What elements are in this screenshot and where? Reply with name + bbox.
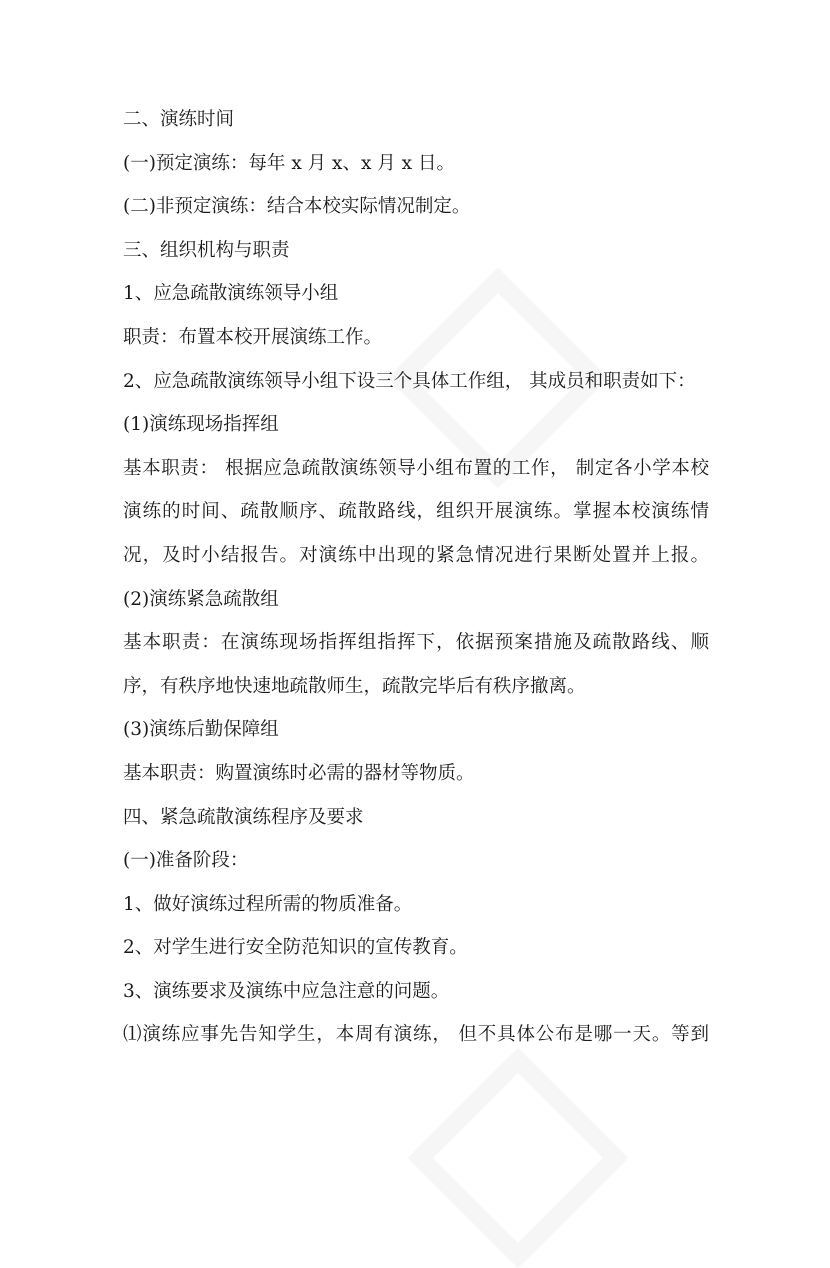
- subheading: (2)演练紧急疏散组: [123, 588, 279, 610]
- subheading: (3)演练后勤保障组: [123, 719, 279, 741]
- paragraph-line: 2、对学生进行安全防范知识的宣传教育。: [123, 937, 468, 959]
- watermark-mark: [408, 1048, 629, 1268]
- paragraph-line: 1、应急疏散演练领导小组: [123, 283, 339, 305]
- paragraph-line: 演练的时间、疏散顺序、疏散路线，组织开展演练。掌握本校演练情: [123, 501, 709, 523]
- document-body: [123, 98, 709, 1057]
- section-heading: 二、演练时间: [123, 109, 235, 130]
- paragraph-line: 基本职责：在演练现场指挥组指挥下，依据预案措施及疏散路线、顺: [123, 632, 709, 654]
- paragraph-line: 基本职责：购置演练时必需的器材等物质。: [123, 762, 475, 784]
- paragraph-line: 职责：布置本校开展演练工作。: [123, 326, 383, 348]
- subheading: (1)演练现场指挥组: [123, 414, 279, 436]
- paragraph-line: ⑴演练应事先告知学生，本周有演练， 但不具体公布是哪一天。等到: [123, 1024, 709, 1046]
- paragraph-line: (一)准备阶段：: [123, 850, 249, 872]
- paragraph-line: 基本职责： 根据应急疏散演练领导小组布置的工作， 制定各小学本校: [123, 457, 709, 479]
- paragraph-line: 1、做好演练过程所需的物质准备。: [123, 893, 413, 915]
- paragraph-line: 3、演练要求及演练中应急注意的问题。: [123, 980, 450, 1002]
- paragraph-line: 况，及时小结报告。对演练中出现的紧急情况进行果断处置并上报。: [123, 544, 709, 566]
- paragraph-line: (一)预定演练：每年 x 月 x、x 月 x 日。: [123, 152, 455, 174]
- paragraph-line: 序，有秩序地快速地疏散师生，疏散完毕后有秩序撤离。: [123, 675, 586, 697]
- section-heading: 四、紧急疏散演练程序及要求: [123, 806, 364, 828]
- paragraph-line: 2、应急疏散演练领导小组下设三个具体工作组， 其成员和职责如下：: [123, 370, 696, 392]
- paragraph-line: (二)非预定演练：结合本校实际情况制定。: [123, 196, 471, 218]
- section-heading: 三、组织机构与职责: [123, 239, 290, 261]
